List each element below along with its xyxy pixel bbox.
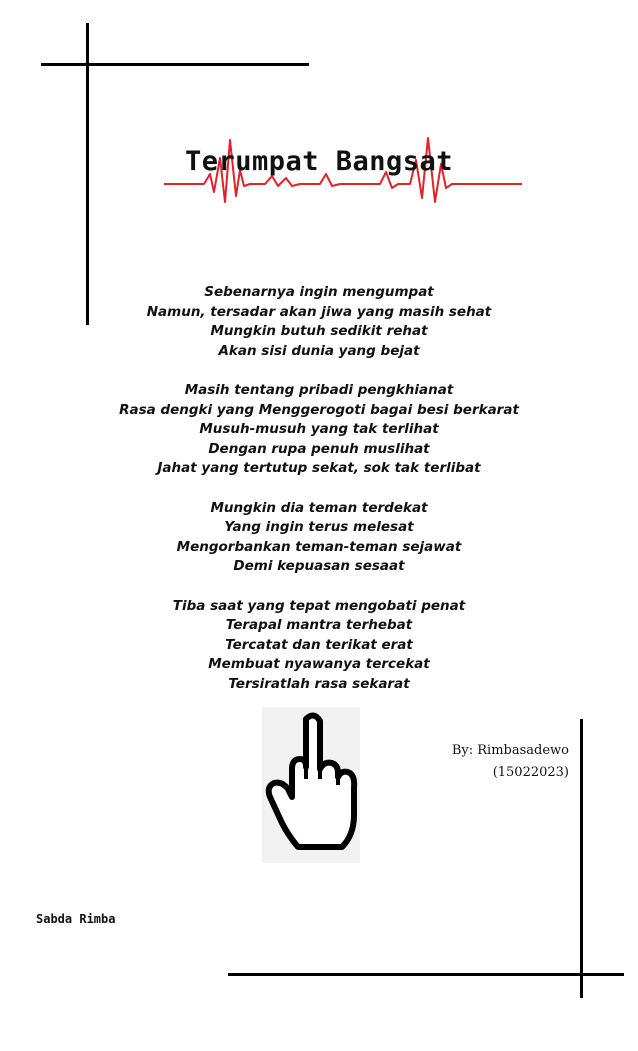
stanza-gap xyxy=(0,361,638,381)
poem-line: Mengorbankan teman-teman sejawat xyxy=(176,538,462,555)
poem-line: Mungkin butuh sedikit rehat xyxy=(210,323,428,340)
poem-line: Membuat nyawanya tercekat xyxy=(208,656,430,673)
poem-line: Tersiratlah rasa sekarat xyxy=(228,675,410,692)
poem-line: Tercatat dan terikat erat xyxy=(225,636,413,653)
poem-line: Tiba saat yang tepat mengobati penat xyxy=(172,597,466,614)
middle-finger-hand-icon xyxy=(262,707,360,863)
poem-line: Namun, tersadar akan jiwa yang masih sehat xyxy=(146,303,492,320)
poem-body xyxy=(0,283,638,694)
poem-line: Sebenarnya ingin mengumpat xyxy=(204,284,434,300)
poem-line: Yang ingin terus melesat xyxy=(224,519,414,536)
poem-line: Akan sisi dunia yang bejat xyxy=(218,342,420,359)
poem-line: Rasa dengki yang Menggerogoti bagai besi berkarat xyxy=(119,401,519,418)
poem-title: Terumpat Bangsat xyxy=(184,146,454,177)
frame-line-bottom-horizontal xyxy=(228,973,624,976)
author-block xyxy=(452,740,569,784)
poem-line: Masih tentang pribadi pengkhianat xyxy=(184,381,454,398)
poem-line: Dengan rupa penuh muslihat xyxy=(208,440,430,457)
poem-line: Terapal mantra terhebat xyxy=(225,617,413,634)
poem-line: Demi kepuasan sesaat xyxy=(233,558,405,575)
poem-line: Jahat yang tertutup sekat, sok tak terlibat xyxy=(157,460,481,477)
stanza-gap xyxy=(0,577,638,597)
author-date: (15022023) xyxy=(492,765,569,780)
poem-line: Musuh-musuh yang tak terlihat xyxy=(199,421,439,438)
poem-line: Mungkin dia teman terdekat xyxy=(210,499,428,516)
author-by-line: By: Rimbasadewo xyxy=(451,743,569,758)
stanza-gap xyxy=(0,479,638,499)
frame-line-top-horizontal xyxy=(41,63,309,66)
footer-signature: Sabda Rimba xyxy=(36,912,116,926)
frame-line-bottom-vertical xyxy=(580,719,583,998)
